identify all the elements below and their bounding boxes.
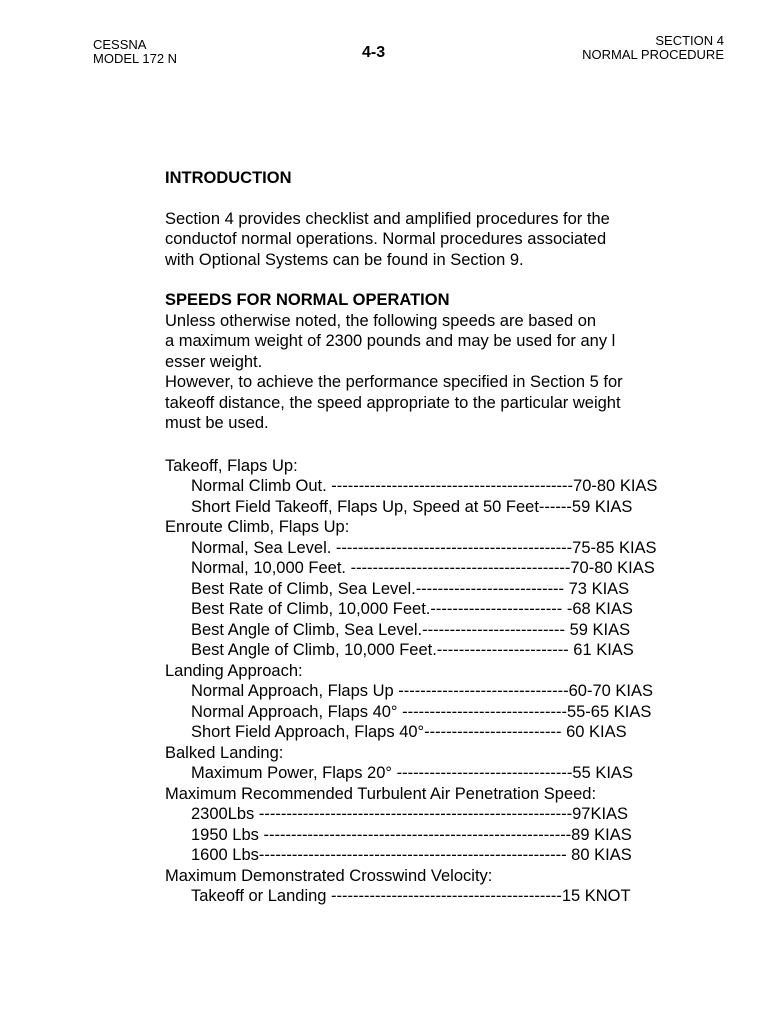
speed-list [165, 456, 740, 907]
enroute-best-rate-10000: Best Rate of Climb, 10,000 Feet.------------------------ -68 KIAS [191, 600, 633, 618]
enroute-best-angle-10000: Best Angle of Climb, 10,000 Feet.------------------------ 61 KIAS [191, 641, 634, 659]
header-section-number: SECTION 4 [655, 33, 724, 48]
enroute-best-rate-sea-level: Best Rate of Climb, Sea Level.--------------------------- 73 KIAS [191, 579, 630, 598]
enroute-normal-10000: Normal, 10,000 Feet. ----------------------------------------70-80 KIAS [191, 559, 655, 577]
header-manufacturer: CESSNA [93, 37, 147, 52]
speeds-line: esser weight. [165, 352, 263, 371]
landing-short-field-flaps-40: Short Field Approach, Flaps 40°------------------------- 60 KIAS [191, 723, 627, 741]
turbulent-1600: 1600 Lbs-------------------------------------------------------- 80 KIAS [191, 846, 632, 864]
crosswind-takeoff-landing: Takeoff or Landing ------------------------------------------15 KNOT [191, 887, 631, 905]
intro-line: conductof normal operations. Normal procedures associated [165, 230, 607, 248]
speeds-line: a maximum weight of 2300 pounds and may be used for any l [165, 332, 616, 350]
speeds-line: However, to achieve the performance specified in Section 5 for [165, 373, 623, 391]
turbulent-1950: 1950 Lbs --------------------------------------------------------89 KIAS [191, 825, 632, 844]
header-section [582, 34, 724, 62]
header-model [93, 38, 177, 66]
takeoff-short-field: Short Field Takeoff, Flaps Up, Speed at 50 Feet------59 KIAS [191, 497, 633, 516]
takeoff-label: Takeoff, Flaps Up: [165, 456, 298, 475]
turbulent-label: Maximum Recommended Turbulent Air Penetration Speed: [165, 784, 597, 803]
page-number: 4-3 [362, 44, 386, 61]
intro-line: Section 4 provides checklist and amplified procedures for the [165, 209, 610, 228]
header-model-name: MODEL 172 N [93, 51, 178, 66]
balked-max-power: Maximum Power, Flaps 20° --------------------------------55 KIAS [191, 764, 633, 782]
speeds-heading: SPEEDS FOR NORMAL OPERATION [165, 291, 450, 309]
landing-normal-flaps-up: Normal Approach, Flaps Up -------------------------------60-70 KIAS [191, 682, 653, 700]
speeds-line: Unless otherwise noted, the following speeds are based on [165, 311, 597, 330]
intro-heading: INTRODUCTION [165, 169, 292, 187]
enroute-label: Enroute Climb, Flaps Up: [165, 518, 350, 536]
balked-label: Balked Landing: [165, 743, 284, 762]
speeds-line: must be used. [165, 414, 269, 432]
enroute-best-angle-sea-level: Best Angle of Climb, Sea Level.-------------------------- 59 KIAS [191, 620, 631, 639]
page-body [165, 168, 740, 907]
intro-line: with Optional Systems can be found in Section 9. [165, 250, 524, 269]
takeoff-normal-climb: Normal Climb Out. --------------------------------------------70-80 KIAS [191, 477, 658, 495]
crosswind-label: Maximum Demonstrated Crosswind Velocity: [165, 866, 493, 885]
speeds-line: takeoff distance, the speed appropriate to the particular weight [165, 393, 621, 412]
turbulent-2300: 2300Lbs ---------------------------------------------------------97KIAS [191, 805, 629, 823]
header-section-title: NORMAL PROCEDURE [582, 47, 724, 62]
enroute-normal-sea-level: Normal, Sea Level. -------------------------------------------75-85 KIAS [191, 538, 657, 557]
landing-normal-flaps-40: Normal Approach, Flaps 40° ------------------------------55-65 KIAS [191, 702, 652, 721]
landing-label: Landing Approach: [165, 661, 303, 680]
